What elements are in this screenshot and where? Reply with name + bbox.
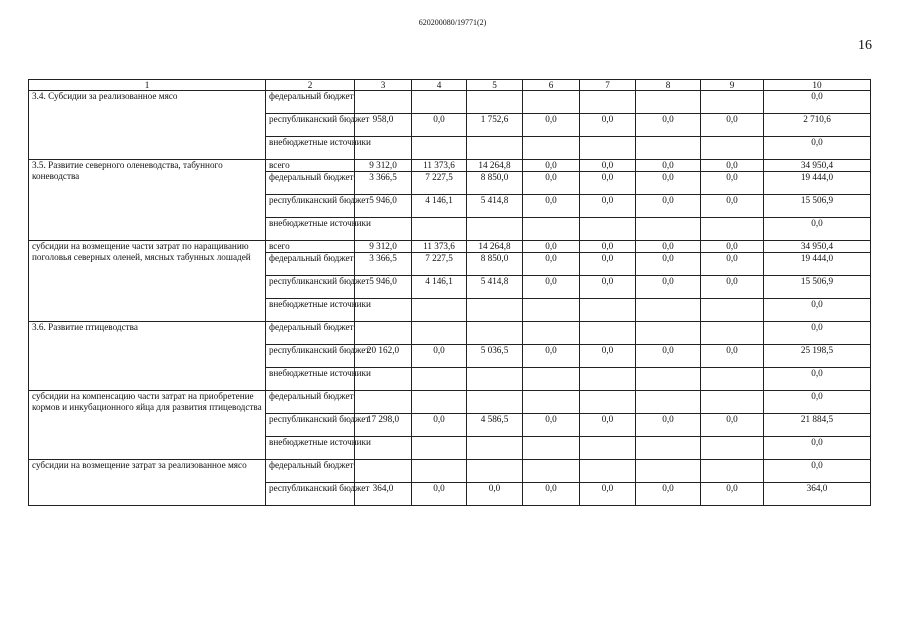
value-cell	[467, 437, 523, 460]
document-id: 620200080/19771(2)	[418, 18, 487, 27]
value-cell: 364,0	[355, 483, 412, 506]
value-cell: 0,0	[580, 172, 636, 195]
value-cell	[467, 322, 523, 345]
value-cell	[467, 91, 523, 114]
value-cell	[580, 391, 636, 414]
value-cell: 0,0	[580, 160, 636, 172]
funding-source-cell: всего	[266, 241, 355, 253]
value-cell	[580, 437, 636, 460]
value-cell: 7 227,5	[412, 253, 467, 276]
value-cell	[580, 368, 636, 391]
value-cell: 0,0	[523, 195, 580, 218]
value-cell: 0,0	[764, 137, 871, 160]
value-cell: 0,0	[580, 114, 636, 137]
value-cell: 8 850,0	[467, 172, 523, 195]
value-cell: 0,0	[636, 253, 701, 276]
value-cell	[412, 137, 467, 160]
table-row	[29, 322, 871, 345]
value-cell: 0,0	[764, 322, 871, 345]
column-header: 3	[355, 80, 412, 91]
value-cell	[355, 391, 412, 414]
value-cell: 0,0	[636, 160, 701, 172]
value-cell: 5 414,8	[467, 276, 523, 299]
page-number: 16	[858, 38, 872, 53]
column-header: 4	[412, 80, 467, 91]
value-cell: 0,0	[701, 345, 764, 368]
value-cell	[701, 299, 764, 322]
value-cell: 0,0	[523, 483, 580, 506]
funding-source-cell: республиканский бюджет	[266, 195, 355, 218]
value-cell	[636, 299, 701, 322]
value-cell	[412, 460, 467, 483]
value-cell: 11 373,6	[412, 160, 467, 172]
value-cell: 8 850,0	[467, 253, 523, 276]
value-cell: 0,0	[412, 114, 467, 137]
value-cell: 5 414,8	[467, 195, 523, 218]
value-cell: 21 884,5	[764, 414, 871, 437]
value-cell: 0,0	[701, 114, 764, 137]
value-cell: 958,0	[355, 114, 412, 137]
value-cell: 364,0	[764, 483, 871, 506]
value-cell	[523, 368, 580, 391]
value-cell	[580, 460, 636, 483]
value-cell: 0,0	[523, 414, 580, 437]
funding-source-cell: республиканский бюджет	[266, 414, 355, 437]
value-cell	[467, 299, 523, 322]
value-cell	[701, 137, 764, 160]
column-header: 7	[580, 80, 636, 91]
value-cell	[412, 299, 467, 322]
measure-name-cell: субсидии на возмещение затрат за реализованное мясо	[29, 460, 266, 506]
value-cell	[701, 460, 764, 483]
value-cell	[467, 218, 523, 241]
table-row	[29, 91, 871, 114]
value-cell: 0,0	[764, 368, 871, 391]
value-cell	[636, 218, 701, 241]
value-cell	[701, 437, 764, 460]
value-cell: 17 298,0	[355, 414, 412, 437]
value-cell	[580, 137, 636, 160]
value-cell	[701, 368, 764, 391]
value-cell: 0,0	[580, 345, 636, 368]
value-cell: 0,0	[412, 345, 467, 368]
value-cell: 5 946,0	[355, 195, 412, 218]
funding-source-cell: федеральный бюджет	[266, 91, 355, 114]
value-cell	[523, 460, 580, 483]
value-cell	[636, 322, 701, 345]
funding-source-cell: внебюджетные источники	[266, 299, 355, 322]
value-cell: 19 444,0	[764, 253, 871, 276]
value-cell	[701, 391, 764, 414]
value-cell	[523, 391, 580, 414]
funding-source-cell: федеральный бюджет	[266, 391, 355, 414]
value-cell: 25 198,5	[764, 345, 871, 368]
value-cell: 0,0	[701, 172, 764, 195]
value-cell: 0,0	[701, 160, 764, 172]
value-cell: 0,0	[580, 414, 636, 437]
value-cell: 14 264,8	[467, 241, 523, 253]
value-cell: 0,0	[764, 460, 871, 483]
value-cell: 0,0	[523, 160, 580, 172]
value-cell	[636, 137, 701, 160]
column-header: 9	[701, 80, 764, 91]
table-row	[29, 160, 871, 172]
value-cell: 0,0	[523, 276, 580, 299]
funding-source-cell: федеральный бюджет	[266, 253, 355, 276]
value-cell	[636, 437, 701, 460]
value-cell: 19 444,0	[764, 172, 871, 195]
value-cell: 4 586,5	[467, 414, 523, 437]
measure-name-cell: субсидии на возмещение части затрат по наращиванию поголовья северных оленей, мясных табунных лошадей	[29, 241, 266, 322]
value-cell: 14 264,8	[467, 160, 523, 172]
value-cell: 1 752,6	[467, 114, 523, 137]
value-cell: 0,0	[412, 414, 467, 437]
value-cell: 20 162,0	[355, 345, 412, 368]
value-cell: 0,0	[580, 241, 636, 253]
value-cell	[467, 460, 523, 483]
value-cell: 0,0	[701, 241, 764, 253]
value-cell: 15 506,9	[764, 276, 871, 299]
value-cell: 0,0	[701, 483, 764, 506]
value-cell	[523, 91, 580, 114]
value-cell: 5 036,5	[467, 345, 523, 368]
value-cell: 0,0	[636, 345, 701, 368]
value-cell	[636, 391, 701, 414]
table-body	[29, 91, 871, 506]
column-header: 10	[764, 80, 871, 91]
value-cell: 4 146,1	[412, 276, 467, 299]
column-header: 2	[266, 80, 355, 91]
value-cell	[412, 391, 467, 414]
funding-source-cell: федеральный бюджет	[266, 322, 355, 345]
value-cell	[523, 437, 580, 460]
value-cell: 0,0	[636, 172, 701, 195]
funding-source-cell: республиканский бюджет	[266, 276, 355, 299]
value-cell: 0,0	[636, 276, 701, 299]
column-header: 5	[467, 80, 523, 91]
value-cell: 0,0	[764, 299, 871, 322]
value-cell	[412, 437, 467, 460]
table-row	[29, 460, 871, 483]
value-cell	[580, 218, 636, 241]
value-cell: 7 227,5	[412, 172, 467, 195]
value-cell	[523, 322, 580, 345]
value-cell: 5 946,0	[355, 276, 412, 299]
value-cell: 15 506,9	[764, 195, 871, 218]
measure-name-cell: 3.6. Развитие птицеводства	[29, 322, 266, 391]
value-cell: 0,0	[467, 483, 523, 506]
funding-source-cell: внебюджетные источники	[266, 368, 355, 391]
value-cell	[523, 299, 580, 322]
value-cell: 3 366,5	[355, 172, 412, 195]
value-cell	[580, 91, 636, 114]
value-cell	[701, 322, 764, 345]
value-cell: 0,0	[701, 276, 764, 299]
value-cell	[467, 137, 523, 160]
value-cell: 0,0	[523, 241, 580, 253]
funding-source-cell: внебюджетные источники	[266, 137, 355, 160]
value-cell	[355, 460, 412, 483]
column-header: 6	[523, 80, 580, 91]
value-cell: 0,0	[523, 114, 580, 137]
table-header-row	[29, 80, 871, 91]
value-cell	[523, 218, 580, 241]
table-row	[29, 241, 871, 253]
value-cell	[355, 322, 412, 345]
column-header: 8	[636, 80, 701, 91]
value-cell	[412, 368, 467, 391]
value-cell	[467, 391, 523, 414]
measure-name-cell: 3.5. Развитие северного оленеводства, табунного коневодства	[29, 160, 266, 241]
value-cell: 0,0	[523, 253, 580, 276]
value-cell	[636, 368, 701, 391]
value-cell: 0,0	[412, 483, 467, 506]
value-cell: 0,0	[523, 345, 580, 368]
value-cell: 0,0	[701, 414, 764, 437]
value-cell: 0,0	[764, 218, 871, 241]
value-cell	[701, 218, 764, 241]
value-cell: 11 373,6	[412, 241, 467, 253]
value-cell: 0,0	[764, 437, 871, 460]
value-cell	[412, 322, 467, 345]
measure-name-cell: 3.4. Субсидии за реализованное мясо	[29, 91, 266, 160]
funding-source-cell: федеральный бюджет	[266, 460, 355, 483]
funding-source-cell: внебюджетные источники	[266, 218, 355, 241]
value-cell: 0,0	[636, 195, 701, 218]
funding-source-cell: республиканский бюджет	[266, 114, 355, 137]
value-cell: 2 710,6	[764, 114, 871, 137]
value-cell: 34 950,4	[764, 160, 871, 172]
value-cell: 0,0	[764, 391, 871, 414]
column-header: 1	[29, 80, 266, 91]
funding-source-cell: республиканский бюджет	[266, 483, 355, 506]
funding-source-cell: республиканский бюджет	[266, 345, 355, 368]
value-cell: 0,0	[580, 276, 636, 299]
value-cell: 0,0	[523, 172, 580, 195]
value-cell	[523, 137, 580, 160]
value-cell	[580, 322, 636, 345]
value-cell	[412, 218, 467, 241]
value-cell	[701, 91, 764, 114]
value-cell: 34 950,4	[764, 241, 871, 253]
value-cell: 0,0	[764, 91, 871, 114]
value-cell: 0,0	[701, 253, 764, 276]
budget-table	[28, 79, 871, 506]
value-cell: 0,0	[636, 114, 701, 137]
value-cell: 0,0	[701, 195, 764, 218]
value-cell	[636, 460, 701, 483]
value-cell: 0,0	[580, 195, 636, 218]
value-cell: 0,0	[636, 241, 701, 253]
value-cell	[467, 368, 523, 391]
value-cell: 3 366,5	[355, 253, 412, 276]
funding-source-cell: федеральный бюджет	[266, 172, 355, 195]
value-cell: 0,0	[636, 414, 701, 437]
measure-name-cell: субсидии на компенсацию части затрат на приобретение кормов и инкубационного яйца для развития птицеводства	[29, 391, 266, 460]
value-cell	[355, 91, 412, 114]
funding-source-cell: внебюджетные источники	[266, 437, 355, 460]
value-cell: 0,0	[580, 483, 636, 506]
value-cell: 9 312,0	[355, 241, 412, 253]
value-cell: 0,0	[580, 253, 636, 276]
value-cell: 4 146,1	[412, 195, 467, 218]
value-cell	[412, 91, 467, 114]
funding-source-cell: всего	[266, 160, 355, 172]
value-cell: 9 312,0	[355, 160, 412, 172]
table-row	[29, 391, 871, 414]
value-cell	[636, 91, 701, 114]
value-cell	[580, 299, 636, 322]
value-cell: 0,0	[636, 483, 701, 506]
